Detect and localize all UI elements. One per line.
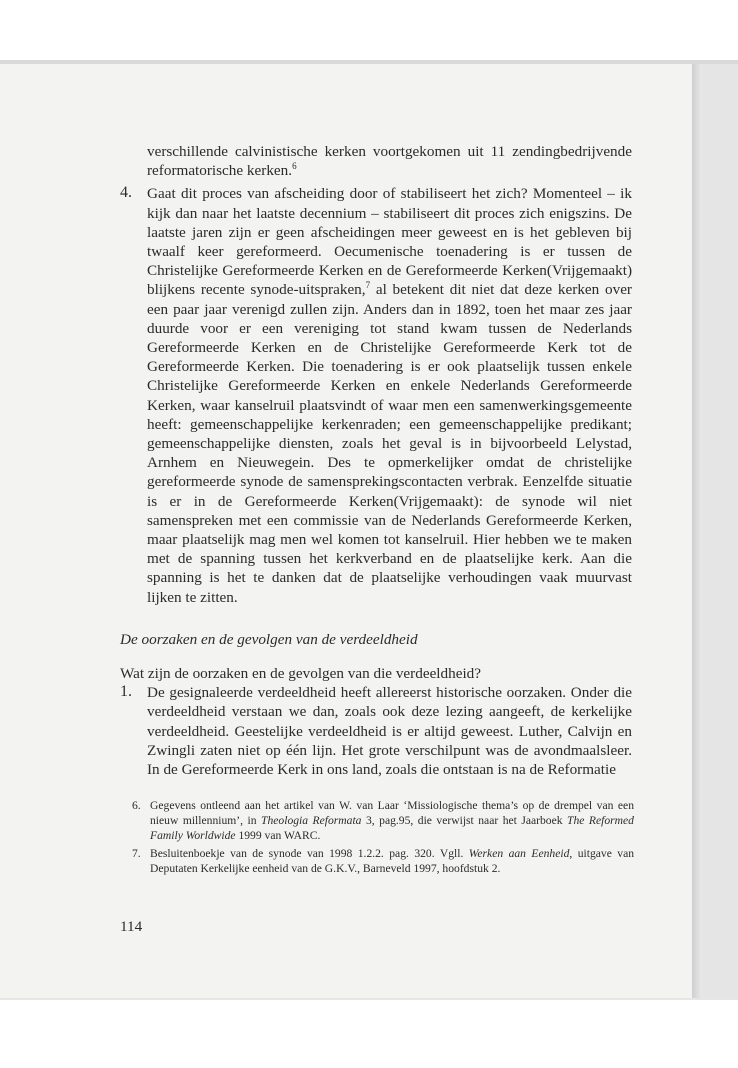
footnote-6 (132, 798, 634, 843)
fn7-text-b: , uitgave van Deputaten Kerkelijke eenheid van de G.K.V., Barneveld 1997, hoofdstuk 2. (150, 847, 635, 875)
continuation-paragraph (120, 142, 632, 180)
section-intro: Wat zijn de oorzaken en de gevolgen van die verdeeldheid? (120, 665, 482, 683)
page-number: 114 (120, 918, 143, 935)
footnote-7 (132, 846, 634, 876)
body-text (120, 142, 632, 779)
item4-text-a: Gaat dit proces van afscheiding door of stabiliseert het zich? Momenteel – ik kijk dan naar het laatste decennium – stabiliseert dit proces zich enigszins. De laatste jaren zijn er geen afscheidingen meer geweest en is het gebleven bij twaalf keer gereformeerd. Oecumenische toenadering is er tussen de Christelijke Gereformeerde Kerken en de Gereformeerde Kerken(Vrijgemaakt) blijkens recente synode-uitspraken, (147, 185, 632, 299)
fn6-text-b: 3, pag.95, die verwijst naar het Jaarboek (361, 814, 568, 827)
footnote-number: 6. (132, 799, 141, 812)
section-heading: De oorzaken en de gevolgen van de verdeeldheid (120, 630, 418, 648)
list-item-text (147, 184, 632, 606)
list-number: 4. (120, 184, 132, 202)
footnotes (132, 798, 634, 879)
fn7-text-a: Besluitenboekje van de synode van 1998 1.2.2. pag. 320. Vgll. (150, 847, 469, 860)
right-margin-strip (702, 64, 738, 998)
footnote-number: 7. (132, 847, 141, 860)
fn6-text-a: Gegevens ontleend aan het artikel van W. van Laar ‘Missiologische thema’s op de drempel van een nieuw millennium’, in (150, 799, 634, 827)
fn6-book-title: The Reformed Family Worldwide (150, 814, 634, 842)
fn7-title: Werken aan Eenheid (468, 847, 570, 860)
list-item-text: De gesignaleerde verdeeldheid heeft allereerst historische oorzaken. Onder die verdeeldheid verstaan we dan, zoals ook deze lezing aangeeft, de kerkelijke verdeeldheid. Geestelijke verdeeldheid is er altijd geweest. Luther, Calvijn en Zwingli zaten niet op één lijn. Het grote verschilpunt was de avondmaalsleer. In de Gereformeerde Kerk in ons land, zoals die ontstaan is na de Reformatie (147, 684, 632, 779)
list-number: 1. (120, 683, 132, 701)
fn6-text-c: 1999 van WARC. (235, 829, 321, 842)
item4-text-b: al betekent dit niet dat deze kerken over een paar jaar verenigd zullen zijn. Anders dan in 1892, toen het maar zes jaar duurde voor er een vereniging tot stand kwam tussen de Nederlands Gereformeerde Kerken en de Christelijke Gereformeerde Kerk tot de Gereformeerde Kerken. Die toenadering is er ook plaatselijk tussen enkele Christelijke Gereformeerde Kerken en enkele Nederlands Gereformeerde Kerken, waar kanselruil plaatsvindt of waar men een samenwerkingsgemeente heeft: gemeenschappelijke kerkenraden; een gemeenschappelijke predikant; gemeenschappelijke diensten, zoals het geval is in bijvoorbeeld Lelystad, Arnhem en Nieuwegein. Des te opmerkelijker omdat de christelijke gereformeerde synode de samensprekingscontacten verbrak. Eenzelfde situatie is er in de Gereformeerde Kerken(Vrijgemaakt): de synode wil niet samenspreken met een commissie van de Nederlands Gereformeerde Kerken, maar plaatselijk mag men wel komen tot kanselruil. Hier hebben we te maken met de spanning tussen het kerkverband en de plaatselijke kerk. Aan die spanning is het te danken dat de plaatselijke verhoudingen vaak muurvast lijken te zitten. (147, 281, 632, 606)
fn6-journal: Theologia Reformata (261, 814, 362, 827)
continuation-text: verschillende calvinistische kerken voortgekomen uit 11 zendingbedrijvende reformatorische kerken. (147, 143, 632, 180)
book-spine-shadow (692, 64, 702, 998)
list-item-1 (120, 683, 632, 779)
footnote-ref-6: 6 (292, 161, 297, 172)
footnote-ref-7: 7 (365, 280, 371, 291)
list-item-4 (120, 184, 632, 606)
